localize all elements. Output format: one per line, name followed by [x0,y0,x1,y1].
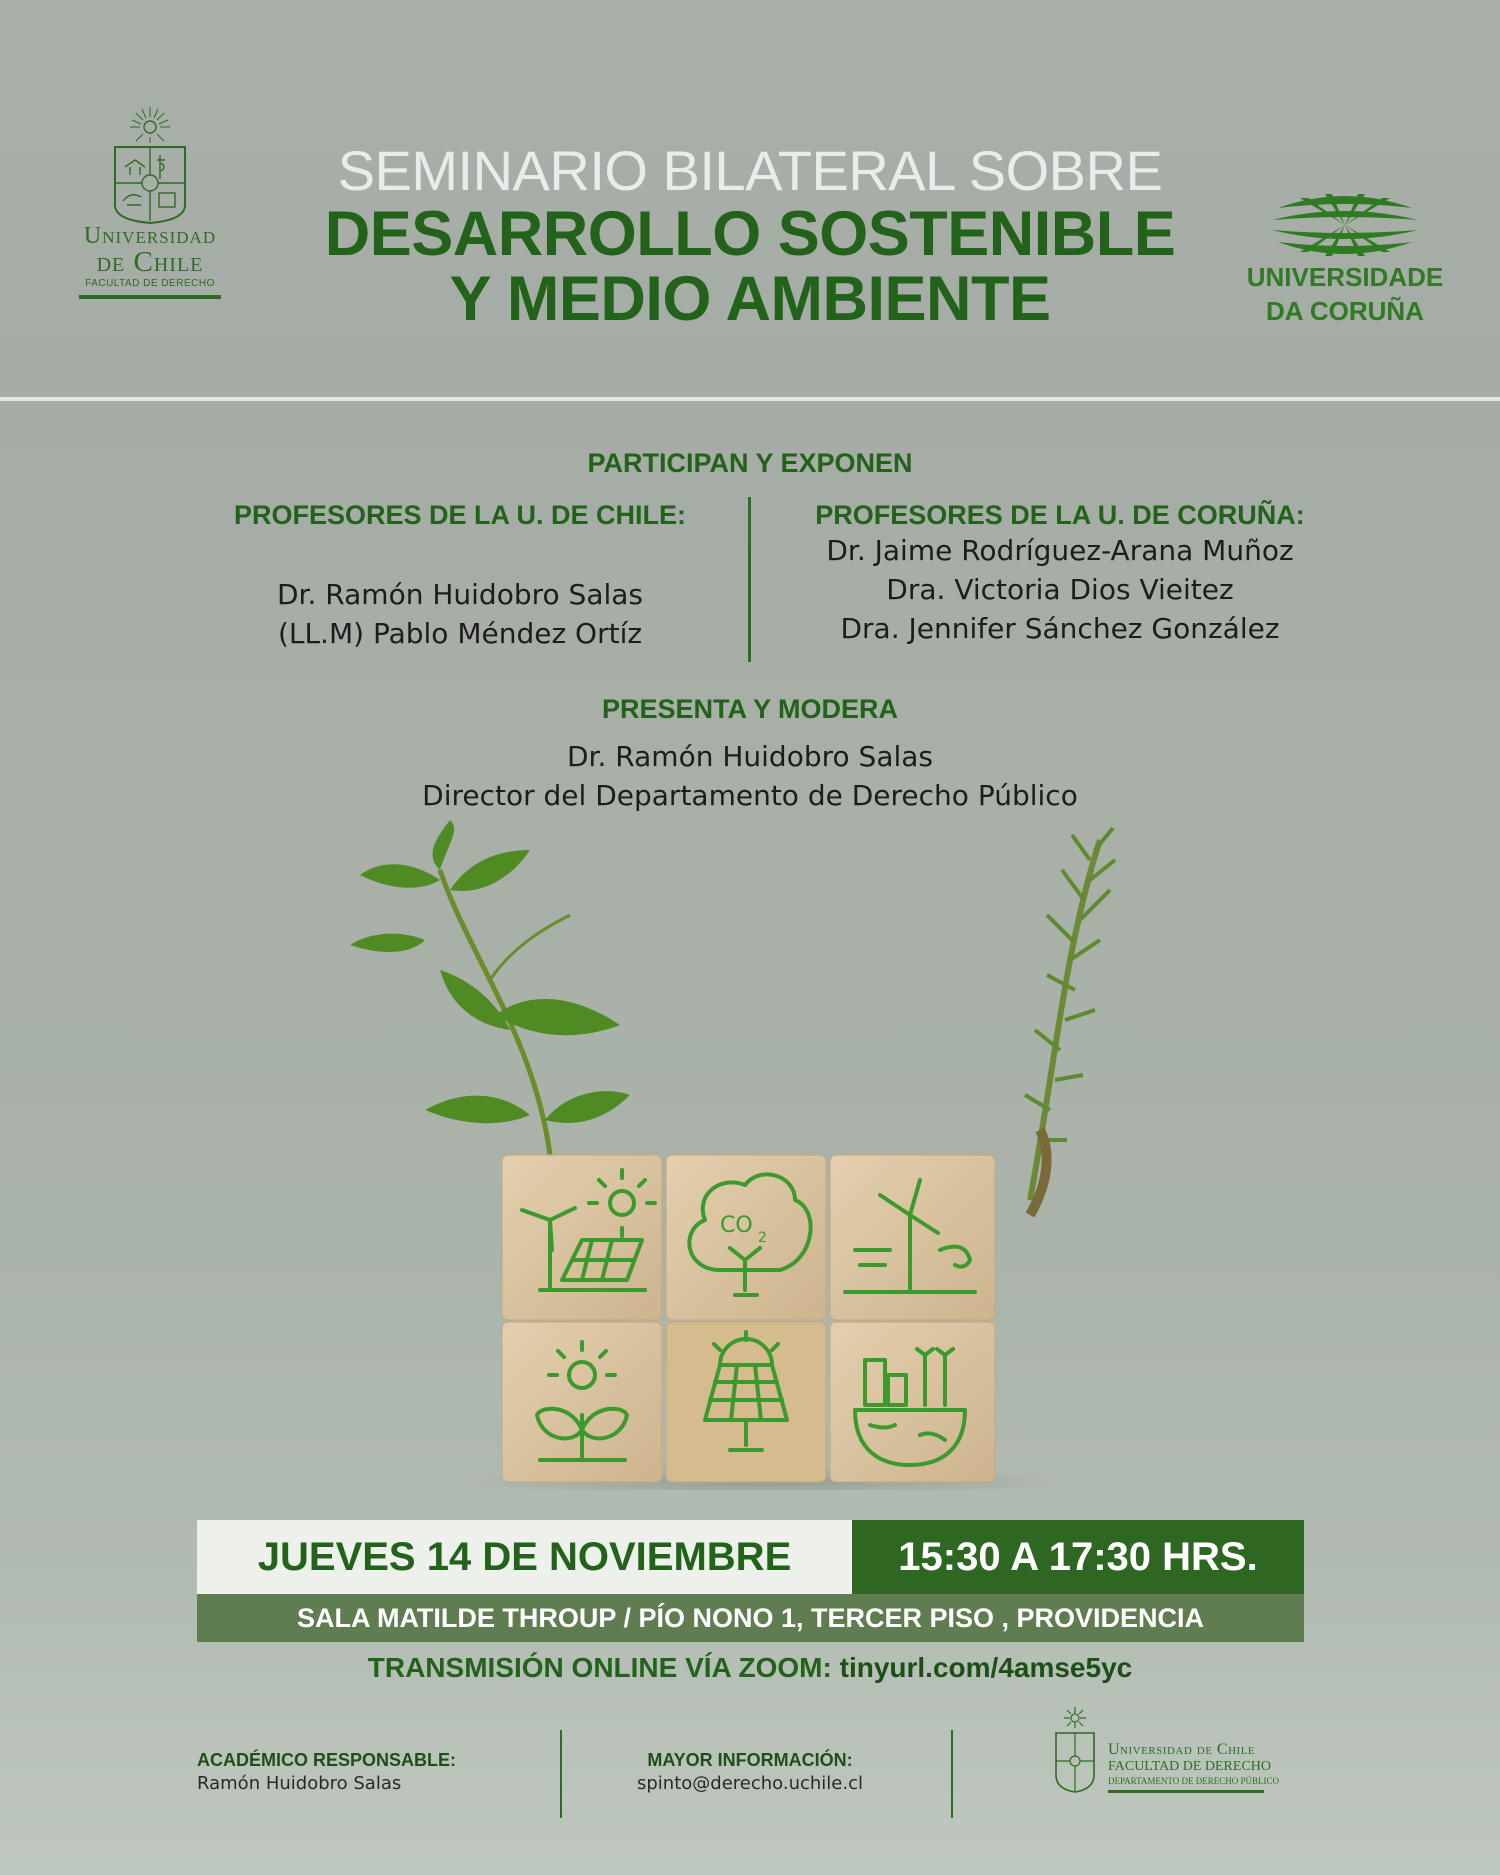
header-divider [0,397,1500,401]
udc-professor: Dr. Jaime Rodríguez-Arana Muñoz [826,534,1294,567]
column-divider [748,497,751,662]
uchile-professors-heading: PROFESORES DE LA U. DE CHILE: [233,500,687,530]
event-date-box [197,1520,852,1594]
footer-divider [951,1730,953,1818]
udc-emblem-icon [1270,190,1420,260]
event-date: JUEVES 14 DE NOVIEMBRE [257,1534,792,1579]
event-title [300,140,1200,332]
udc-professor: Dra. Jennifer Sánchez González [840,612,1280,645]
moderator-block [0,737,1500,815]
info-label: MAYOR INFORMACIÓN: [647,1750,853,1770]
academico-responsable [197,1748,527,1796]
uchile-logo-line2: de Chile [96,246,204,278]
udc-professors-column [760,500,1360,648]
footer-logo-rule [1108,1790,1264,1793]
uchile-crest-icon [1052,1705,1098,1795]
left-leaves [350,820,630,1123]
footer-uchile-logo [1052,1705,1312,1800]
event-time: 15:30 A 17:30 HRS. [898,1534,1258,1579]
udc-logo [1245,190,1445,328]
academico-value: Ramón Huidobro Salas [197,1773,402,1794]
footer-logo-line2: FACULTAD DE DERECHO [1108,1759,1271,1774]
zoom-label: TRANSMISIÓN ONLINE VÍA ZOOM: [367,1652,832,1683]
participants-heading: PARTICIPAN Y EXPONEN [587,448,913,478]
event-venue-box [197,1594,1304,1642]
info-email[interactable]: spinto@derecho.uchile.cl [637,1773,863,1794]
right-plant [1025,828,1115,1215]
uchile-logo [70,105,230,335]
udc-logo-line2: DA CORUÑA [1266,296,1424,326]
uchile-logo-rule [79,295,221,299]
title-line-1: SEMINARIO BILATERAL SOBRE [337,139,1163,202]
title-line-2: DESARROLLO SOSTENIBLE [324,199,1176,269]
svg-text:2: 2 [758,1230,767,1246]
uchile-professor: (LL.M) Pablo Méndez Ortíz [277,617,643,650]
event-venue: SALA MATILDE THROUP / PÍO NONO 1, TERCER PISO , PROVIDENCIA [296,1602,1205,1633]
moderator-role: Director del Departamento de Derecho Público [422,779,1078,812]
zoom-line [0,1652,1500,1684]
footer-divider [560,1730,562,1818]
moderator-heading: PRESENTA Y MODERA [601,694,899,724]
udc-logo-line1: UNIVERSIDADE [1246,262,1444,292]
moderator-name: Dr. Ramón Huidobro Salas [567,740,933,773]
udc-professors-heading: PROFESORES DE LA U. DE CORUÑA: [815,500,1305,530]
uchile-crest-icon [105,105,195,225]
title-line-3: Y MEDIO AMBIENTE [449,264,1051,334]
uchile-professors-column [180,500,740,653]
footer-logo-line1: Universidad de Chile [1108,1741,1256,1758]
uchile-logo-line1: Universidad [83,223,217,249]
uchile-professor: Dr. Ramón Huidobro Salas [277,578,643,611]
footer-logo-line3: DEPARTAMENTO DE DERECHO PÚBLICO [1108,1776,1279,1786]
svg-text:CO: CO [720,1213,753,1238]
academico-label: ACADÉMICO RESPONSABLE: [197,1750,457,1770]
uchile-logo-line3: FACULTAD DE DERECHO [85,278,215,289]
zoom-link[interactable]: tinyurl.com/4amse5yc [839,1652,1133,1683]
udc-professor: Dra. Victoria Dios Vieitez [886,573,1234,606]
mayor-informacion [580,1748,920,1796]
event-time-box [852,1520,1304,1594]
sustainability-blocks-image [300,820,1230,1490]
